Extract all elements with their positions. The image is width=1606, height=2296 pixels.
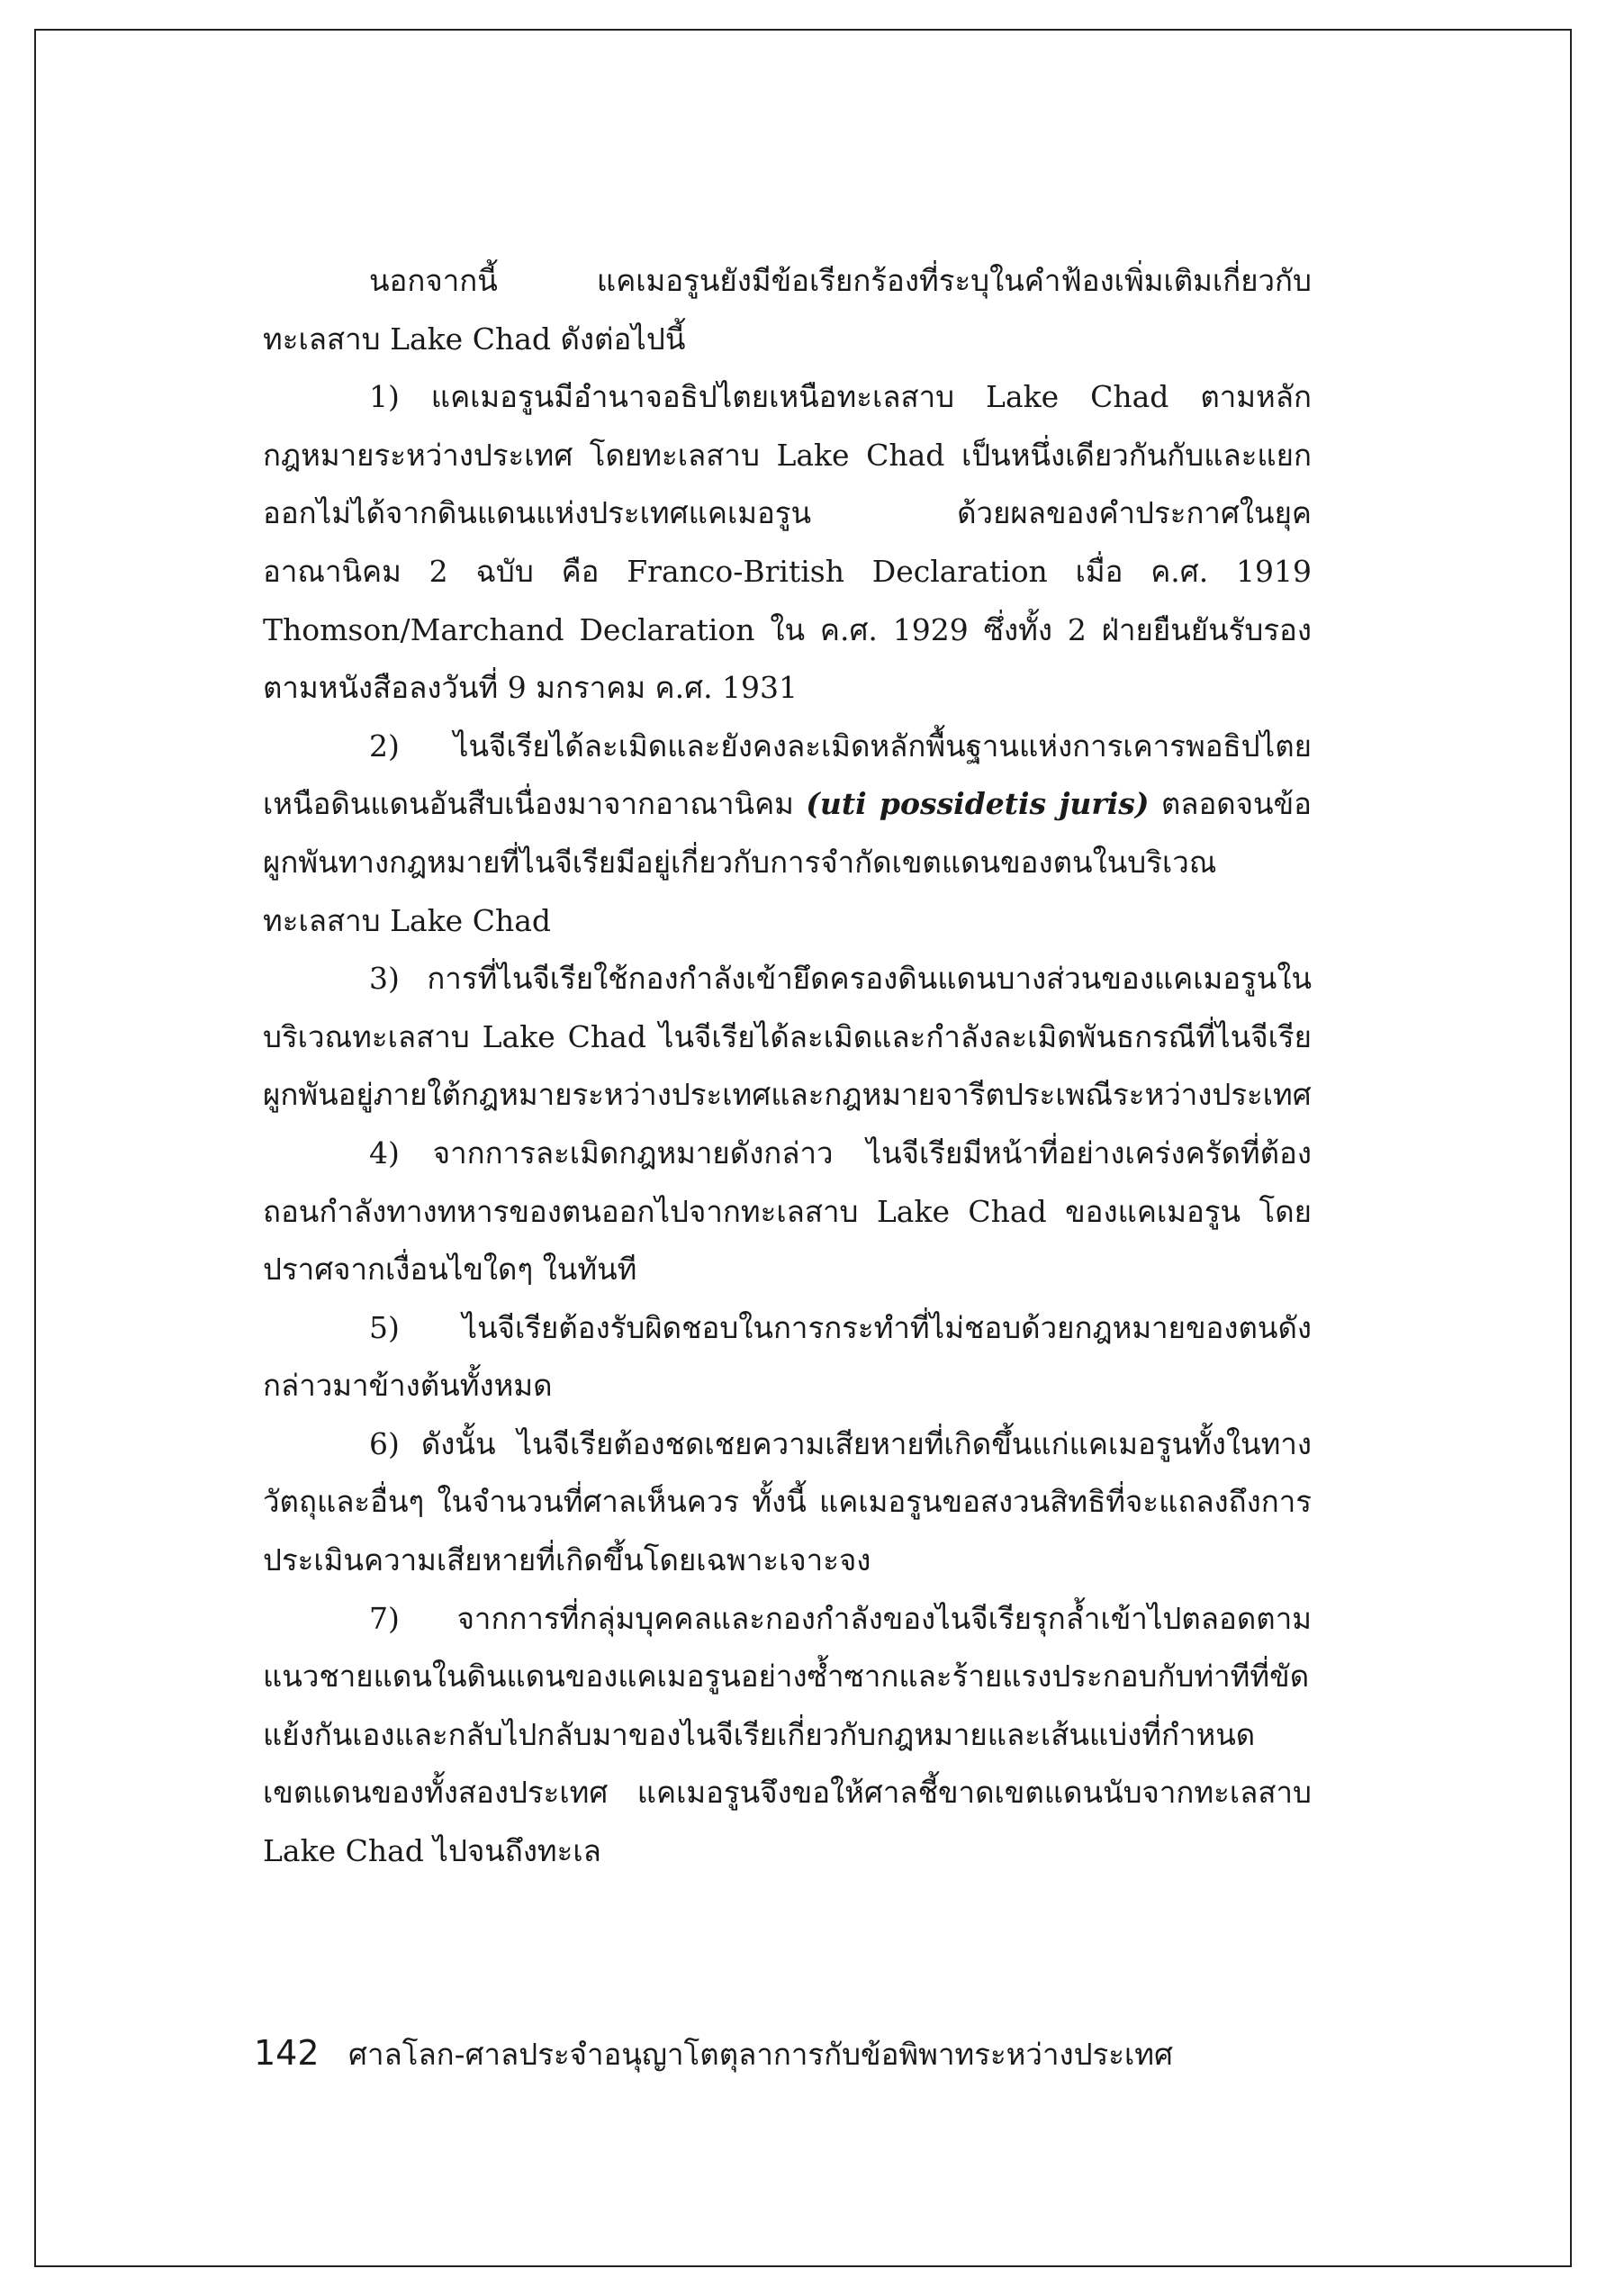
page-footer bbox=[254, 2030, 1334, 2078]
paragraph-claim-2 bbox=[263, 718, 1312, 950]
paragraph-claim-6: 6) ดังนั้น ไนจีเรียต้องชดเชยความเสียหายที่เกิดขึ้นแก่แคเมอรูนทั้งในทางวัตถุและอื่นๆ ในจำนวนที่ศาลเห็นควร ทั้งนี้ แคเมอรูนขอสงวนสิทธิที่จะแถลงถึงการประเมินความเสียหายที่เกิดขึ้นโดยเฉพาะเจาะจง bbox=[263, 1425, 1312, 1578]
book-title: ศาลโลก-ศาลประจำอนุญาโตตุลาการกับข้อพิพาทระหว่างประเทศ bbox=[348, 2037, 1173, 2072]
paragraph-claim-5: 5) ไนจีเรียต้องรับผิดชอบในการกระทำที่ไม่ชอบด้วยกฎหมายของตนดังกล่าวมาข้างต้นทั้งหมด bbox=[263, 1309, 1312, 1404]
paragraph-claim-7: 7) จากการที่กลุ่มบุคคลและกองกำลังของไนจีเรียรุกล้ำเข้าไปตลอดตามแนวชายแดนในดินแดนของแคเมอรูนอย่างซ้ำซากและร้ายแรงประกอบกับท่าทีที่ขัดแย้งกันเองและกลับไปกลับมาของไนจีเรียเกี่ยวกับกฎหมายและเส้นแบ่งที่กำหนดเขตแดนของทั้งสองประเทศ แคเมอรูนจึงขอให้ศาลชี้ขาดเขตแดนนับจากทะเลสาบ Lake Chad ไปจนถึงทะเล bbox=[263, 1600, 1312, 1869]
paragraph-claim-1: 1) แคเมอรูนมีอำนาจอธิปไตยเหนือทะเลสาบ Lake Chad ตามหลักกฎหมายระหว่างประเทศ โดยทะเลสาบ Lake Chad เป็นหนึ่งเดียวกันกับและแยกออกไม่ได้จากดินแดนแห่งประเทศแคเมอรูน ด้วยผลของคำประกาศในยุคอาณานิคม 2 ฉบับ คือ Franco-British Declaration เมื่อ ค.ศ. 1919 Thomson/Marchand Declaration ใน ค.ศ. 1929 ซึ่งทั้ง 2 ฝ่ายยืนยันรับรองตามหนังสือลงวันที่ 9 มกราคม ค.ศ. 1931 bbox=[263, 379, 1312, 706]
paragraph-claim-3: 3) การที่ไนจีเรียใช้กองกำลังเข้ายึดครองดินแดนบางส่วนของแคเมอรูนในบริเวณทะเลสาบ Lake Chad ไนจีเรียได้ละเมิดและกำลังละเมิดพันธกรณีที่ไนจีเรียผูกพันอยู่ภายใต้กฎหมายระหว่างประเทศและกฎหมายจารีตประเพณีระหว่างประเทศ bbox=[263, 961, 1312, 1113]
latin-term: (uti possidetis juris) bbox=[806, 786, 1150, 822]
paragraph-claim-2-tail: ตลอดจนข้อผูกพันทางกฎหมายที่ไนจีเรียมีอยู่เกี่ยวกับการจำกัดเขตแดนของตนในบริเวณทะเลสาบ Lake Chad bbox=[263, 786, 1312, 938]
paragraph-intro: นอกจากนี้ แคเมอรูนยังมีข้อเรียกร้องที่ระบุในคำฟ้องเพิ่มเติมเกี่ยวกับทะเลสาบ Lake Chad ดังต่อไปนี้ bbox=[263, 263, 1312, 357]
page-number: 142 bbox=[254, 2033, 320, 2073]
paragraph-claim-2-lead: 2) ไนจีเรียได้ละเมิดและยังคงละเมิดหลักพื้นฐานแห่งการเคารพอธิปไตยเหนือดินแดนอันสืบเนื่องมาจากอาณานิคม bbox=[263, 728, 1312, 822]
paragraph-claim-4: 4) จากการละเมิดกฎหมายดังกล่าว ไนจีเรียมีหน้าที่อย่างเคร่งครัดที่ต้องถอนกำลังทางทหารของตนออกไปจากทะเลสาบ Lake Chad ของแคเมอรูน โดยปราศจากเงื่อนไขใดๆ ในทันที bbox=[263, 1134, 1312, 1288]
body-text bbox=[263, 252, 1312, 1881]
